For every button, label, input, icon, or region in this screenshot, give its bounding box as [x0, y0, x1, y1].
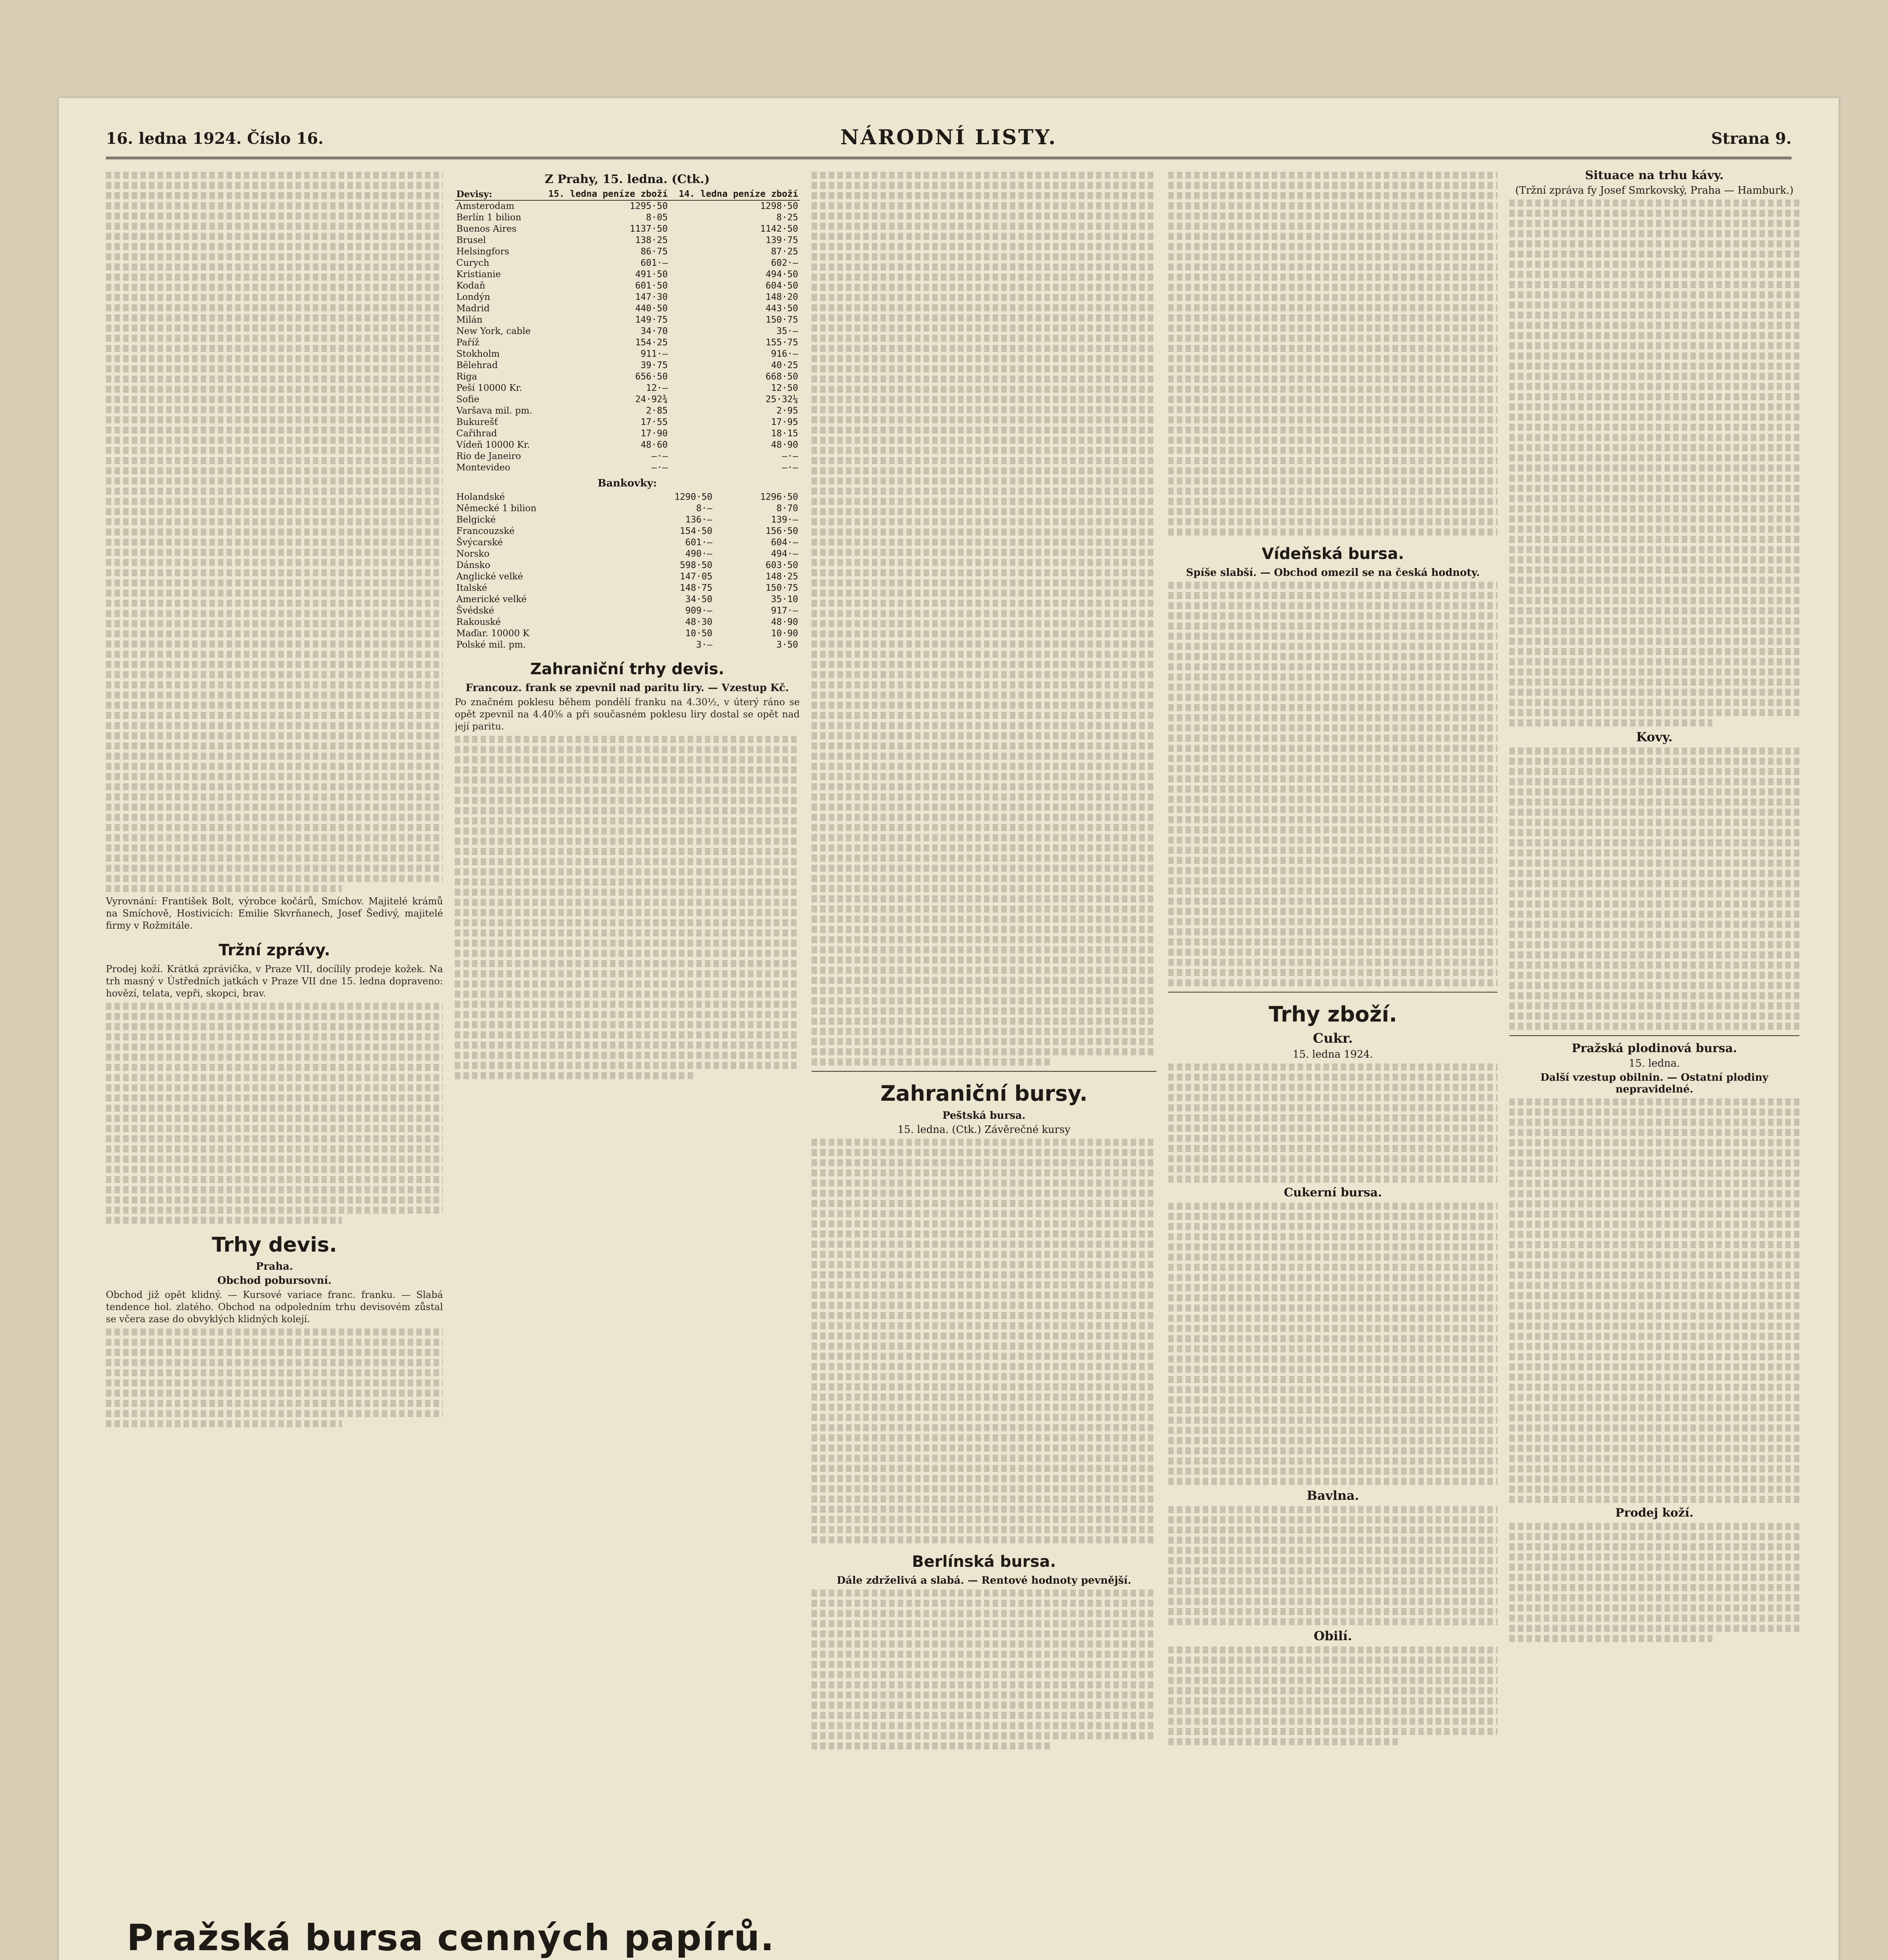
prague-devisy-table: [455, 189, 800, 474]
rate-value-a: 1295·50: [630, 201, 668, 211]
rate-row: [455, 223, 800, 235]
produce-bourse-title: Pražská plodinová bursa.: [1572, 1042, 1737, 1055]
produce-bourse-date: 15. ledna.: [1628, 1058, 1680, 1069]
berlin-bourse-title: Berlínská bursa.: [912, 1553, 1056, 1571]
rate-name: Stokholm: [456, 349, 500, 359]
rate-value-a: 491·50: [635, 269, 668, 279]
rate-value-b: 1142·50: [760, 224, 798, 234]
rate-value-b: 40·25: [771, 360, 798, 370]
rate-value-a: 601·—: [685, 537, 713, 548]
rate-value-a: 911·—: [641, 349, 668, 359]
rate-name: Rio de Janeiro: [456, 451, 521, 461]
rate-value-a: 147·05: [680, 572, 713, 582]
rate-value-b: —·—: [782, 463, 798, 473]
rate-name: Riga: [456, 372, 477, 382]
continued-article: [106, 172, 443, 892]
column-5: [1509, 169, 1799, 1960]
rate-name: Holandské: [456, 492, 505, 502]
rate-value-b: 148·25: [765, 572, 798, 582]
rate-value-b: 12·50: [771, 383, 798, 393]
rate-row: [455, 628, 800, 639]
pest-bourse-title: Peštská bursa.: [942, 1110, 1026, 1122]
rate-value-a: 1290·50: [674, 492, 713, 502]
rate-value-a: 440·50: [635, 303, 668, 314]
foreign-markets-text: Po značném poklesu během pondělí franku na 4.30½, v úterý ráno se opět zpevnil na 4.40⅝ a při současném poklesu liry dostal se opět nad její paritu.: [455, 697, 800, 732]
rate-name: Belgické: [456, 515, 496, 525]
rate-row: [455, 235, 800, 246]
rate-value-a: 17·55: [641, 417, 668, 427]
col-head-a: 15. ledna peníze zboží: [539, 189, 670, 200]
rate-value-b: 148·20: [765, 292, 798, 302]
rate-value-b: 155·75: [765, 338, 798, 348]
rate-row: [455, 258, 800, 269]
sugar-title: Cukr.: [1313, 1031, 1353, 1046]
sugar-date: 15. ledna 1924.: [1293, 1049, 1373, 1060]
rate-value-a: 39·75: [641, 360, 668, 370]
rate-value-a: 147·30: [635, 292, 668, 302]
banknotes-table: [455, 492, 800, 651]
rate-name: Cařihrad: [456, 428, 497, 439]
rate-name: Berlín 1 bilion: [456, 212, 521, 223]
rate-name: Milán: [456, 315, 483, 325]
rate-name: Sofie: [456, 394, 479, 405]
rate-value-b: 17·95: [771, 417, 798, 427]
column-4: [1168, 169, 1498, 1960]
rate-row: [455, 462, 800, 474]
rate-value-b: 916·—: [771, 349, 798, 359]
rate-value-b: 8·70: [776, 503, 798, 514]
market-reports-title: Tržní zprávy.: [218, 941, 330, 959]
rate-row: [455, 337, 800, 348]
rate-name: Curych: [456, 258, 490, 268]
rate-value-a: 656·50: [635, 372, 668, 382]
rate-value-a: 17·90: [641, 428, 668, 439]
rate-name: Kristianie: [456, 269, 501, 279]
rate-value-b: 10·90: [771, 628, 798, 639]
rate-value-a: —·—: [651, 463, 668, 473]
rate-value-a: 136·—: [685, 515, 713, 525]
rate-row: [455, 383, 800, 394]
commodity-markets-title: Trhy zboží.: [1269, 1002, 1397, 1027]
foreign-bourses-title: Zahraniční bursy.: [880, 1081, 1088, 1106]
grain-title: Obilí.: [1314, 1628, 1352, 1643]
rate-name: Buenos Aires: [456, 224, 517, 234]
rate-row: [455, 439, 800, 451]
prague-rates-heading: Z Prahy, 15. ledna. (Ctk.): [545, 172, 710, 186]
rate-name: Německé 1 bilion: [456, 503, 537, 514]
rate-name: Maďar. 10000 K: [456, 628, 530, 639]
rate-value-a: 24·92¾: [635, 394, 668, 405]
rate-value-b: 8·25: [776, 212, 798, 223]
rate-row: [455, 360, 800, 371]
rate-value-b: 139·75: [765, 235, 798, 245]
rate-value-b: 443·50: [765, 303, 798, 314]
rate-value-b: 35·10: [771, 594, 798, 604]
rate-value-b: 48·90: [771, 617, 798, 627]
currency-markets-text: Obchod již opět klidný. — Kursové variace franc. franku. — Slabá tendence hol. zlatého. Obchod na odpoledním trhu devisovém zůstal se včera zase do obvyklých klidných kolejí.: [106, 1289, 443, 1325]
rate-name: New York, cable: [456, 326, 531, 336]
rate-value-a: 34·70: [641, 326, 668, 336]
rate-value-b: 48·90: [771, 440, 798, 450]
rate-value-b: 604·—: [771, 537, 798, 548]
rate-value-a: 154·25: [635, 338, 668, 348]
coffee-title: Situace na trhu kávy.: [1585, 169, 1724, 182]
rate-value-b: 35·—: [776, 326, 798, 336]
rate-name: Bukurešť: [456, 417, 498, 427]
page-number: Strana 9.: [1711, 129, 1792, 148]
market-reports-text: Prodej koží. Krátká zprávička, v Praze VII, docílily prodeje kožek. Na trh masný v Ústředních jatkách v Praze VII dne 15. ledna dopraveno: hovězí, telata, vepři, skopci, brav.: [106, 964, 443, 999]
rate-row: [455, 503, 800, 514]
rate-value-a: 1137·50: [630, 224, 668, 234]
rate-value-a: 48·60: [641, 440, 668, 450]
settlement-note: Vyrovnání: František Bolt, výrobce kočárů, Smíchov. Majitelé krámů na Smíchově, Hostivicích: Emilie Skvrňanech, Josef Šedivý, majitelé firmy v Rožmitále.: [106, 896, 443, 931]
rate-value-b: —·—: [782, 451, 798, 461]
rate-name: Rakouské: [456, 617, 501, 627]
rate-name: Paříž: [456, 338, 479, 348]
rate-row: [455, 548, 800, 560]
rate-value-a: 601·50: [635, 281, 668, 291]
rate-value-b: 494·—: [771, 549, 798, 559]
rate-value-a: 148·75: [680, 583, 713, 593]
rate-name: Montevideo: [456, 463, 510, 473]
rate-row: [455, 200, 800, 212]
foreign-markets-sub: Francouz. frank se zpevnil nad paritu liry. — Vzestup Kč.: [465, 682, 789, 694]
rate-name: Londýn: [456, 292, 490, 302]
rate-name: Francouzské: [456, 526, 515, 536]
hides-sale-title: Prodej koží.: [1615, 1506, 1694, 1520]
rate-value-b: 25·32¼: [765, 394, 798, 405]
rate-row: [455, 405, 800, 417]
column-3: [811, 169, 1156, 1960]
prague-stock-exchange-title: Pražská bursa cenných papírů.: [127, 1917, 775, 1959]
rate-name: Brusel: [456, 235, 486, 245]
rate-value-a: 3·—: [696, 640, 713, 650]
rate-name: Helsingfors: [456, 247, 509, 257]
cotton-title: Bavlna.: [1307, 1488, 1359, 1503]
rate-value-b: 2·95: [776, 406, 798, 416]
rate-value-a: 10·50: [685, 628, 713, 639]
rate-row: [455, 417, 800, 428]
column-1: [106, 169, 443, 1854]
rate-value-a: 598·50: [680, 560, 713, 570]
rate-name: Italské: [456, 583, 487, 593]
rate-name: Bělehrad: [456, 360, 498, 370]
rate-value-b: 150·75: [765, 583, 798, 593]
rate-row: [455, 394, 800, 405]
rate-value-b: 87·25: [771, 247, 798, 257]
sugar-bourse-title: Cukerní bursa.: [1283, 1186, 1382, 1200]
rate-value-b: 668·50: [765, 372, 798, 382]
rate-value-b: 1298·50: [760, 201, 798, 211]
rate-row: [455, 292, 800, 303]
rate-row: [455, 246, 800, 258]
rate-value-b: 150·75: [765, 315, 798, 325]
rate-row: [455, 617, 800, 628]
rate-value-a: 149·75: [635, 315, 668, 325]
rate-row: [455, 269, 800, 280]
banknotes-heading: Bankovky:: [597, 477, 657, 489]
rate-row: [455, 280, 800, 292]
rate-value-b: 18·15: [771, 428, 798, 439]
currency-markets-city: Praha.: [256, 1261, 293, 1272]
currency-markets-title: Trhy devis.: [212, 1233, 337, 1257]
rate-row: [455, 526, 800, 537]
vienna-bourse-title: Vídeňská bursa.: [1262, 545, 1404, 563]
rate-value-a: —·—: [651, 451, 668, 461]
rate-row: [455, 514, 800, 526]
pest-bourse-note: 15. ledna. (Ctk.) Závěrečné kursy: [897, 1124, 1071, 1136]
rate-value-a: 12·—: [646, 383, 668, 393]
metals-title: Kovy.: [1636, 730, 1673, 744]
rate-value-b: 494·50: [765, 269, 798, 279]
rate-row: [455, 639, 800, 651]
rate-row: [455, 371, 800, 383]
rate-value-b: 1296·50: [760, 492, 798, 502]
rate-value-b: 139·—: [771, 515, 798, 525]
rate-row: [455, 571, 800, 583]
newspaper-page: [59, 98, 1839, 1960]
rate-name: Americké velké: [456, 594, 527, 604]
berlin-bourse-sub: Dále zdrželivá a slabá. — Rentové hodnoty pevnější.: [837, 1575, 1131, 1586]
issue-date: 16. ledna 1924. Číslo 16.: [106, 129, 324, 148]
col-head-b: 14. ledna peníze zboží: [669, 189, 800, 200]
rate-row: [455, 451, 800, 462]
rate-name: Švédské: [456, 606, 494, 616]
rate-name: Švýcarské: [456, 537, 503, 548]
rate-value-a: 34·50: [685, 594, 713, 604]
vienna-bourse-sub: Spíše slabší. — Obchod omezil se na česká hodnoty.: [1186, 567, 1480, 579]
coffee-note: (Tržní zpráva fy Josef Smrkovský, Praha — Hamburk.): [1515, 185, 1794, 196]
rate-name: Norsko: [456, 549, 490, 559]
rate-row: [455, 560, 800, 571]
rate-row: [455, 326, 800, 337]
masthead: NÁRODNÍ LISTY.: [840, 125, 1057, 149]
rate-name: Madrid: [456, 303, 490, 314]
rate-value-b: 602·—: [771, 258, 798, 268]
rate-value-a: 490·—: [685, 549, 713, 559]
rate-value-a: 8·—: [696, 503, 713, 514]
devisy-label: Devisy:: [455, 189, 539, 200]
rate-name: Anglické velké: [456, 572, 523, 582]
rate-row: [455, 303, 800, 314]
column-2: [455, 169, 800, 1854]
rate-value-a: 48·30: [685, 617, 713, 627]
rate-value-a: 138·25: [635, 235, 668, 245]
rate-name: Peší 10000 Kr.: [456, 383, 522, 393]
rate-name: Amsterodam: [456, 201, 515, 211]
rate-value-b: 917·—: [771, 606, 798, 616]
rate-row: [455, 348, 800, 360]
rate-row: [455, 428, 800, 439]
produce-bourse-sub: Další vzestup obilnin. — Ostatní plodiny nepravidelné.: [1540, 1072, 1768, 1095]
rate-value-b: 3·50: [776, 640, 798, 650]
rate-name: Kodaň: [456, 281, 485, 291]
rate-row: [455, 605, 800, 617]
rate-row: [455, 537, 800, 548]
rate-row: [455, 314, 800, 326]
currency-markets-subhead: Obchod pobursovní.: [217, 1275, 332, 1287]
rate-value-b: 603·50: [765, 560, 798, 570]
rate-row: [455, 594, 800, 605]
rate-value-a: 909·—: [685, 606, 713, 616]
rate-value-a: 86·75: [641, 247, 668, 257]
rate-value-b: 156·50: [765, 526, 798, 536]
rate-name: Varšava mil. pm.: [456, 406, 532, 416]
foreign-markets-title: Zahraniční trhy devis.: [530, 660, 724, 678]
page-header: [106, 125, 1792, 159]
rate-value-a: 601·—: [641, 258, 668, 268]
rate-value-a: 2·85: [646, 406, 668, 416]
rate-value-b: 604·50: [765, 281, 798, 291]
rate-row: [455, 492, 800, 503]
rate-name: Polské mil. pm.: [456, 640, 526, 650]
rate-value-a: 154·50: [680, 526, 713, 536]
rate-row: [455, 583, 800, 594]
rate-value-a: 8·05: [646, 212, 668, 223]
rate-row: [455, 212, 800, 223]
rate-name: Vídeň 10000 Kr.: [456, 440, 530, 450]
rate-name: Dánsko: [456, 560, 490, 570]
